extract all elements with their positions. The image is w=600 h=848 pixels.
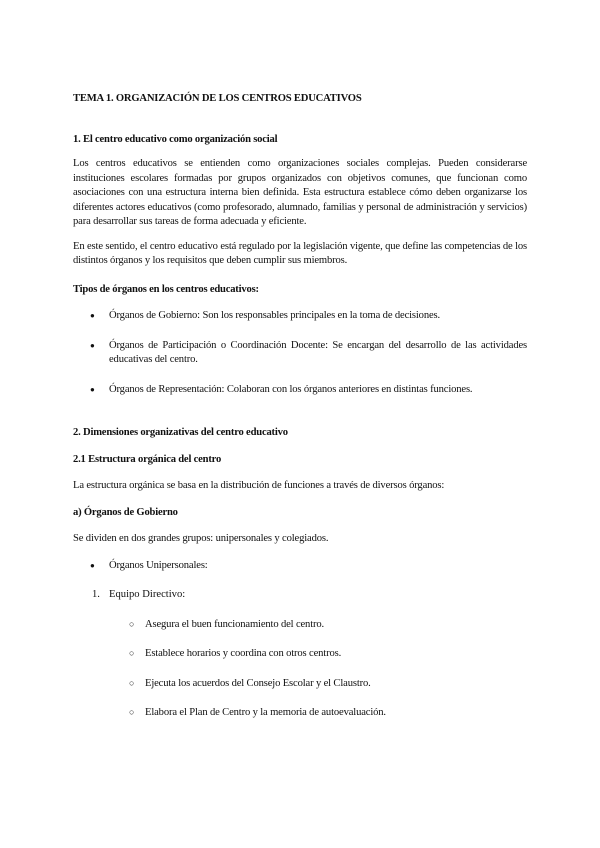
numbered-item — [73, 588, 527, 603]
list-item — [73, 309, 527, 324]
circle-bullet-icon: ○ — [129, 618, 135, 629]
list-item-text: Órganos de Representación: Colaboran con los órganos anteriores en distintas funciones. — [109, 383, 473, 395]
bullet-icon: ● — [90, 311, 95, 320]
equipo-functions-list — [73, 618, 527, 721]
list-item-text: Órganos de Participación o Coordinación Docente: Se encargan del desarrollo de las actividades educativas del centro. — [109, 339, 527, 365]
section-2-intro: La estructura orgánica se basa en la distribución de funciones a través de diversos órganos: — [73, 480, 445, 491]
organ-types-heading: Tipos de órganos en los centros educativos: — [73, 283, 259, 295]
list-item — [73, 339, 527, 368]
gov-organs-heading: a) Órganos de Gobierno — [73, 506, 178, 518]
section-1-paragraph-2: En este sentido, el centro educativo está regulado por la legislación vigente, que define las competencias de los distintos órganos y los requisitos que deben cumplir sus miembros. — [73, 240, 527, 266]
list-item-text: Elabora el Plan de Centro y la memoria de autoevaluación. — [145, 707, 386, 718]
circle-bullet-icon: ○ — [129, 707, 135, 717]
section-2-heading: 2. Dimensiones organizativas del centro educativo — [73, 427, 288, 438]
list-item — [73, 706, 527, 721]
document-title: TEMA 1. ORGANIZACIÓN DE LOS CENTROS EDUCATIVOS — [73, 93, 362, 104]
list-item-text: Órganos Unipersonales: — [109, 559, 208, 571]
bullet-icon: ● — [90, 560, 95, 570]
item-number: 1. — [92, 589, 100, 600]
circle-bullet-icon: ○ — [129, 677, 135, 688]
list-item-text: Asegura el buen funcionamiento del centro. — [145, 618, 325, 630]
section-2-1-heading: 2.1 Estructura orgánica del centro — [73, 453, 222, 465]
list-item — [73, 677, 527, 692]
list-item — [73, 618, 527, 633]
list-item-text: Ejecuta los acuerdos del Consejo Escolar y el Claustro. — [145, 677, 371, 689]
list-item — [73, 383, 527, 398]
unipersonal-list — [73, 559, 527, 574]
list-item — [73, 647, 527, 662]
list-item-text: Órganos de Gobierno: Son los responsables principales en la toma de decisiones. — [109, 310, 440, 321]
bullet-icon: ● — [90, 384, 95, 394]
circle-bullet-icon: ○ — [129, 648, 135, 658]
list-item — [73, 559, 527, 574]
organ-types-list — [73, 309, 527, 397]
section-1-heading: 1. El centro educativo como organización social — [73, 133, 278, 145]
bullet-icon: ● — [90, 340, 95, 350]
list-item-text: Establece horarios y coordina con otros centros. — [145, 648, 342, 659]
section-1-paragraph-1: Los centros educativos se entienden como organizaciones sociales complejas. Pueden considerarse instituciones escolares formadas por grupos organizados con objetivos comunes, que funcionan como asociaciones con una estructura interna bien definida. Esta estructura establece cómo deben organizarse los diferentes actores educativos (como profesorado, alumnado, familias y personal de administración y servicios) para desarrollar sus tareas de forma adecuada y eficiente. — [73, 158, 527, 227]
item-label: Equipo Directivo: — [109, 589, 186, 600]
document-content — [73, 92, 527, 736]
gov-organs-intro: Se dividen en dos grandes grupos: unipersonales y colegiados. — [73, 533, 329, 544]
